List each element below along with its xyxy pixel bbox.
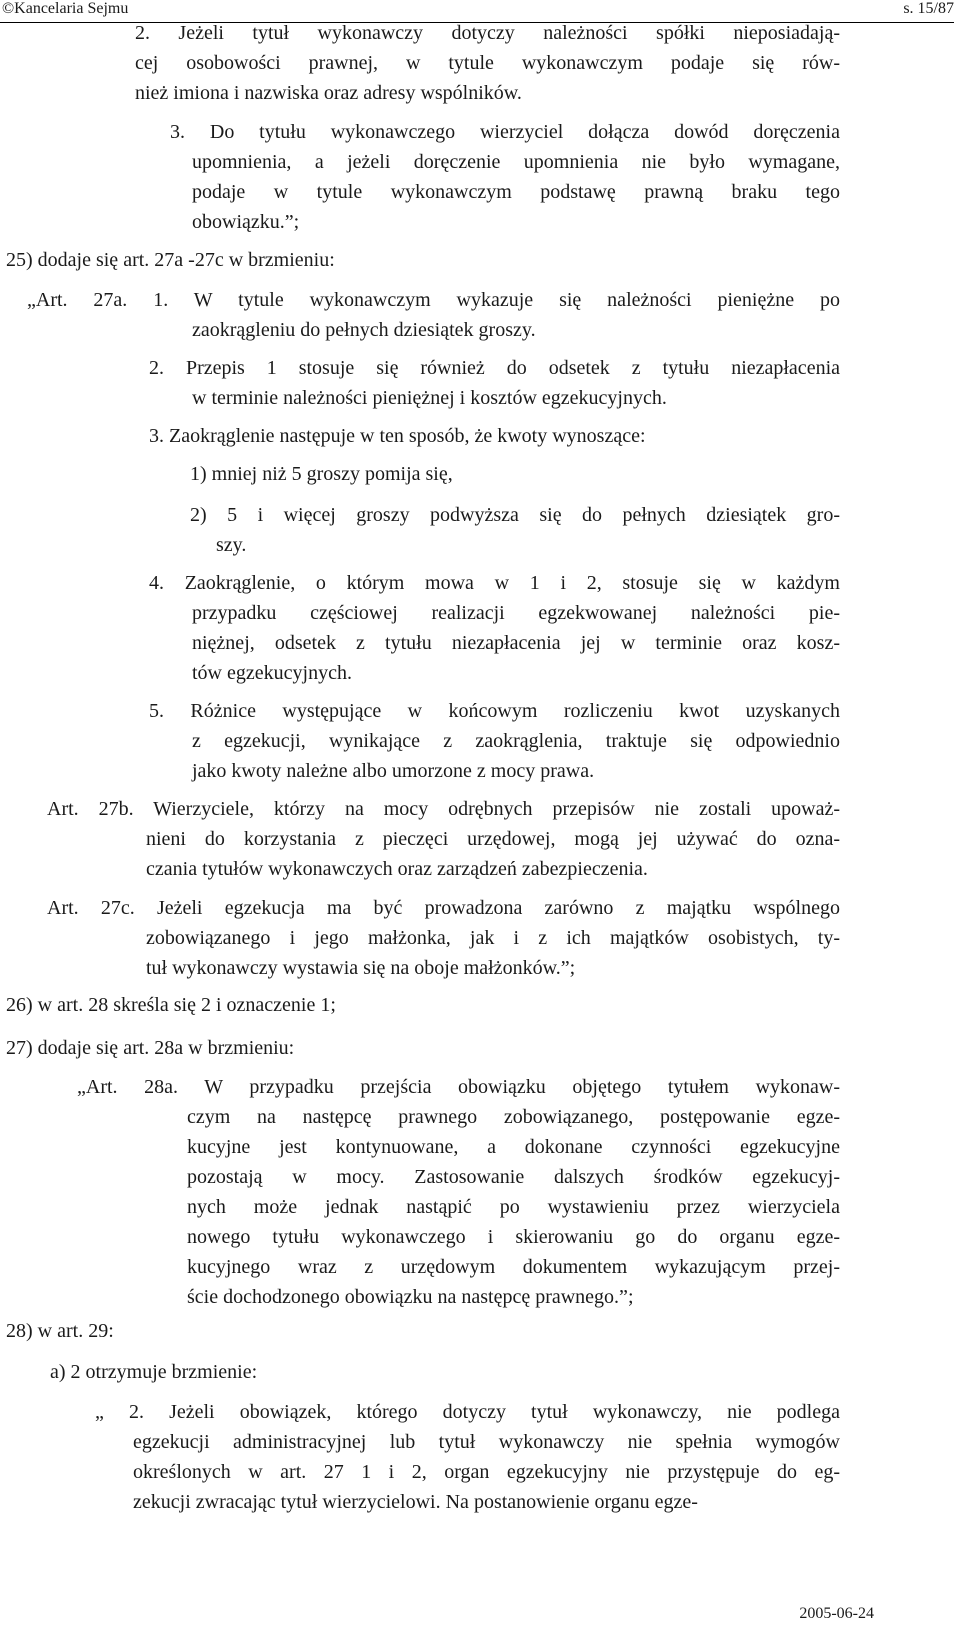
paragraph-b6 — [149, 421, 780, 451]
text-line: Art. 27b. Wierzyciele, którzy na mocy odrębnych przepisów nie zostali upoważ- — [47, 798, 840, 820]
text-line: jako kwoty należne albo umorzone z mocy prawa. — [192, 760, 595, 782]
paragraph-b10b — [192, 726, 840, 786]
text-line: 3. Zaokrąglenie następuje w ten sposób, że kwoty wynoszące: — [149, 425, 646, 447]
text-line: czania tytułów wykonawczych oraz zarządzeń zabezpieczenia. — [146, 858, 648, 880]
paragraph-b3 — [6, 245, 420, 275]
text-line: pozostają w mocy. Zastosowanie dalszych środków egzekucyj- — [187, 1166, 840, 1188]
text-line: 28) w art. 29: — [6, 1320, 114, 1342]
paragraph-b17 — [50, 1357, 360, 1387]
text-line: 2. Jeżeli tytuł wykonawczy dotyczy należności spółki nieposiadają- — [135, 22, 840, 44]
text-line: zekucji zwracając tytuł wierzycielowi. Na postanowienie organu egze- — [133, 1491, 698, 1513]
text-line: czym na następcę prawnego zobowiązanego, postępowanie egze- — [187, 1106, 840, 1128]
text-line: niężnej, odsetek z tytułu niezapłacenia jej w terminie oraz kosz- — [192, 632, 840, 654]
header-source: ©Kancelaria Sejmu — [2, 0, 129, 17]
text-line: 1) mniej niż 5 groszy pomija się, — [190, 463, 453, 485]
paragraph-b11a — [47, 794, 840, 824]
paragraph-b18b — [133, 1427, 840, 1517]
text-line: obowiązku.”; — [192, 211, 300, 233]
text-line: przypadku częściowej realizacji egzekwowanej należności pie- — [192, 602, 840, 624]
text-line: szy. — [216, 534, 247, 556]
text-line: w terminie należności pieniężnej i kosztów egzekucyjnych. — [192, 387, 667, 409]
paragraph-b4b — [192, 315, 840, 345]
text-line: „ 2. Jeżeli obowiązek, którego dotyczy tytuł wykonawczy, nie podlega — [95, 1401, 840, 1423]
text-line: z egzekucji, wynikające z zaokrąglenia, traktuje się odpowiednio — [192, 730, 840, 752]
text-line: egzekucji administracyjnej lub tytuł wykonawczy nie spełnia wymogów — [133, 1431, 840, 1453]
text-line: tów egzekucyjnych. — [192, 662, 352, 684]
text-line: „Art. 28a. W przypadku przejścia obowiązku objętego tytułem wykonaw- — [77, 1076, 840, 1098]
text-line: 5. Różnice występujące w końcowym rozliczeniu kwot uzyskanych — [149, 700, 840, 722]
text-line: kucyjne jest kontynuowane, a dokonane czynności egzekucyjne — [187, 1136, 840, 1158]
text-line: zaokrągleniu do pełnych dziesiątek groszy. — [192, 319, 536, 341]
paragraph-b2a — [170, 117, 840, 147]
text-line: podaje w tytule wykonawczym podstawę prawną braku tego — [192, 181, 840, 203]
text-line: 2. Przepis 1 stosuje się również do odsetek z tytułu niezapłacenia — [149, 357, 840, 379]
paragraph-b9b — [192, 598, 840, 688]
text-line: 25) dodaje się art. 27a -27c w brzmieniu: — [6, 249, 335, 271]
paragraph-b13 — [6, 990, 470, 1020]
text-line: ście dochodzonego obowiązku na następcę prawnego.”; — [187, 1286, 634, 1308]
paragraph-b12b — [146, 923, 840, 983]
text-line: kucyjnego wraz z urzędowym dokumentem wykazującym przej- — [187, 1256, 840, 1278]
text-line: 3. Do tytułu wykonawczego wierzyciel dołącza dowód doręczenia — [170, 121, 840, 143]
paragraph-b9a — [149, 568, 840, 598]
paragraph-b8b — [216, 530, 246, 560]
text-line: cej osobowości prawnej, w tytule wykonawczym podaje się rów- — [135, 52, 840, 74]
footer-date: 2005-06-24 — [799, 1605, 874, 1622]
paragraph-b11b — [146, 824, 840, 884]
text-line: zobowiązanego i jego małżonka, jak i z ich majątków osobistych, ty- — [146, 927, 840, 949]
text-line: nych może jednak nastąpić po wystawieniu przez wierzyciela — [187, 1196, 840, 1218]
paragraph-b5b — [192, 383, 840, 413]
text-line: określonych w art. 27 1 i 2, organ egzekucyjny nie przystępuje do eg- — [133, 1461, 840, 1483]
paragraph-b5a — [149, 353, 840, 383]
paragraph-b7 — [190, 459, 600, 489]
text-line: nież imiona i nazwiska oraz adresy wspólników. — [135, 82, 522, 104]
paragraph-b15a — [77, 1072, 840, 1102]
paragraph-b18a — [95, 1397, 840, 1427]
text-line: nieni do korzystania z pieczęci urzędowej, mogą jej używać do ozna- — [146, 828, 840, 850]
paragraph-b12a — [47, 893, 840, 923]
paragraph-b14 — [6, 1033, 470, 1063]
text-line: 2) 5 i więcej groszy podwyższa się do pełnych dziesiątek gro- — [190, 504, 840, 526]
text-line: Art. 27c. Jeżeli egzekucja ma być prowadzona zarówno z majątku wspólnego — [47, 897, 840, 919]
text-line: upomnienia, a jeżeli doręczenie upomnienia nie było wymagane, — [192, 151, 840, 173]
paragraph-b16 — [6, 1316, 200, 1346]
text-line: 4. Zaokrąglenie, o którym mowa w 1 i 2, stosuje się w każdym — [149, 572, 840, 594]
text-line: tuł wykonawczy wystawia się na oboje małżonków.”; — [146, 957, 576, 979]
text-line: 27) dodaje się art. 28a w brzmieniu: — [6, 1037, 295, 1059]
paragraph-b15b — [187, 1102, 840, 1312]
text-line: 26) w art. 28 skreśla się 2 i oznaczenie 1; — [6, 994, 336, 1016]
text-line: „Art. 27a. 1. W tytule wykonawczym wykazuje się należności pieniężne po — [27, 289, 840, 311]
text-line: a) 2 otrzymuje brzmienie: — [50, 1361, 258, 1383]
paragraph-b2b — [192, 147, 840, 237]
paragraph-b4a — [27, 285, 840, 315]
paragraph-b1 — [135, 18, 840, 108]
paragraph-b8a — [190, 500, 840, 530]
paragraph-b10a — [149, 696, 840, 726]
header-page-number: s. 15/87 — [903, 0, 954, 17]
text-line: nowego tytułu wykonawczego i skierowaniu go do organu egze- — [187, 1226, 840, 1248]
